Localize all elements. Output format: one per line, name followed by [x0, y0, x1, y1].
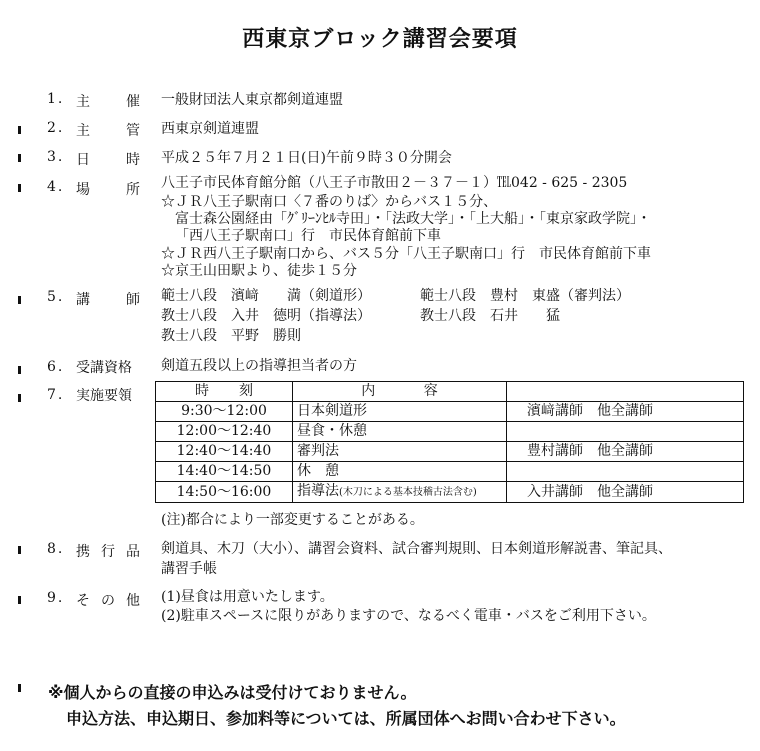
table-row [156, 402, 744, 422]
item-value: (2)駐車スペースに限りがありますので、なるべく電車・バスをご利用下さい。 [161, 608, 656, 624]
instructor-entry: 教士八段 平野 勝則 [161, 328, 301, 344]
table-row [156, 482, 744, 503]
margin-mark [18, 394, 21, 402]
margin-mark [18, 596, 21, 604]
row-time: 12:40～14:40 [156, 442, 293, 462]
margin-mark [18, 184, 21, 192]
item-number: 3. [47, 149, 65, 165]
item-label: 受講資格 [76, 360, 132, 376]
row-teacher [507, 462, 744, 482]
item-label: 日 時 [76, 152, 140, 168]
item-value: 剣道五段以上の指導担当者の方 [161, 358, 357, 374]
access-line: ☆京王山田駅より、徒歩１５分 [161, 263, 357, 279]
instructor-entry: 範士八段 濱﨑 満（剣道形） [161, 288, 371, 304]
margin-mark [18, 154, 21, 162]
item-value: (1)昼食は用意いたします。 [161, 589, 334, 605]
access-line: 富士森公園経由「ｸﾞﾘｰﾝﾋﾙ寺田」・「法政大学」・「上大船」・「東京家政学院」・ [175, 211, 651, 227]
item-number: 8. [47, 541, 65, 557]
row-teacher: 豊村講師 他全講師 [507, 442, 744, 462]
item-number: 9. [47, 590, 65, 606]
instructor-entry: 教士八段 入井 德明（指導法） [161, 308, 371, 324]
row-content: 休 憩 [293, 462, 507, 482]
row-content: 審判法 [293, 442, 507, 462]
row-content: 日本剣道形 [293, 402, 507, 422]
item-number: 5. [47, 289, 65, 305]
item-number: 4. [47, 179, 65, 195]
item-label: 場 所 [76, 182, 140, 198]
notice-line: 申込方法、申込期日、参加料等については、所属団体へお問い合わせ下さい。 [66, 709, 626, 728]
item-value: 剣道具、木刀（大小）、講習会資料、試合審判規則、日本剣道形解説書、筆記具、 [161, 541, 672, 557]
row-time: 12:00～12:40 [156, 422, 293, 442]
margin-mark [18, 546, 21, 554]
item-label: 主 管 [76, 123, 140, 139]
margin-mark [18, 126, 21, 134]
row-note: (木刀による基本技稽古法含む) [339, 487, 477, 498]
table-row [156, 462, 744, 482]
item-number: 7. [47, 387, 65, 403]
row-time: 14:40～14:50 [156, 462, 293, 482]
page-title: 西東京ブロック講習会要項 [242, 27, 518, 52]
row-teacher [507, 422, 744, 442]
row-content: 指導法(木刀による基本技稽古法含む) [293, 482, 507, 503]
instructor-entry: 範士八段 豊村 東盛（審判法） [420, 288, 630, 304]
margin-mark [18, 296, 21, 304]
row-time: 14:50～16:00 [156, 482, 293, 503]
item-value: 一般財団法人東京都剣道連盟 [161, 92, 343, 108]
schedule-table [155, 381, 744, 503]
venue-address: 八王子市民体育館分館（八王子市散田２－３７－１）℡042 - 625 - 2305 [161, 175, 628, 191]
item-label: 実施要領 [76, 388, 132, 404]
table-row [156, 442, 744, 462]
item-value: 講習手帳 [161, 561, 217, 577]
item-value: 西東京剣道連盟 [161, 121, 259, 137]
item-value: 平成２５年７月２１日(日)午前９時３０分開会 [161, 150, 452, 166]
item-number: 6. [47, 359, 65, 375]
item-number: 1. [47, 91, 65, 107]
item-label: 主 催 [76, 94, 140, 110]
header-time: 時 刻 [156, 382, 293, 402]
row-teacher: 入井講師 他全講師 [507, 482, 744, 503]
notice-line: ※個人からの直接の申込みは受付けておりません。 [48, 683, 417, 702]
row-content: 昼食・休憩 [293, 422, 507, 442]
row-teacher: 濱﨑講師 他全講師 [507, 402, 744, 422]
row-time: 9:30～12:00 [156, 402, 293, 422]
access-line: ☆ＪＲ八王子駅南口〈７番のりば〉からバス１５分、 [161, 194, 498, 210]
access-line: 「西八王子駅南口」行 市民体育館前下車 [175, 228, 441, 244]
margin-mark [18, 366, 21, 374]
table-row [156, 422, 744, 442]
header-teacher [507, 382, 744, 402]
header-content: 内 容 [293, 382, 507, 402]
access-line: ☆ＪＲ西八王子駅南口から、バス５分「八王子駅南口」行 市民体育館前下車 [161, 246, 651, 262]
item-label: 携 行 品 [76, 544, 140, 560]
margin-mark [18, 684, 21, 692]
item-number: 2. [47, 120, 65, 136]
item-label: 講 師 [76, 292, 140, 308]
instructor-entry: 教士八段 石井 猛 [420, 308, 560, 324]
table-header-row [156, 382, 744, 402]
schedule-footnote: (注)都合により一部変更することがある。 [161, 512, 424, 528]
item-label: そ の 他 [76, 593, 140, 609]
